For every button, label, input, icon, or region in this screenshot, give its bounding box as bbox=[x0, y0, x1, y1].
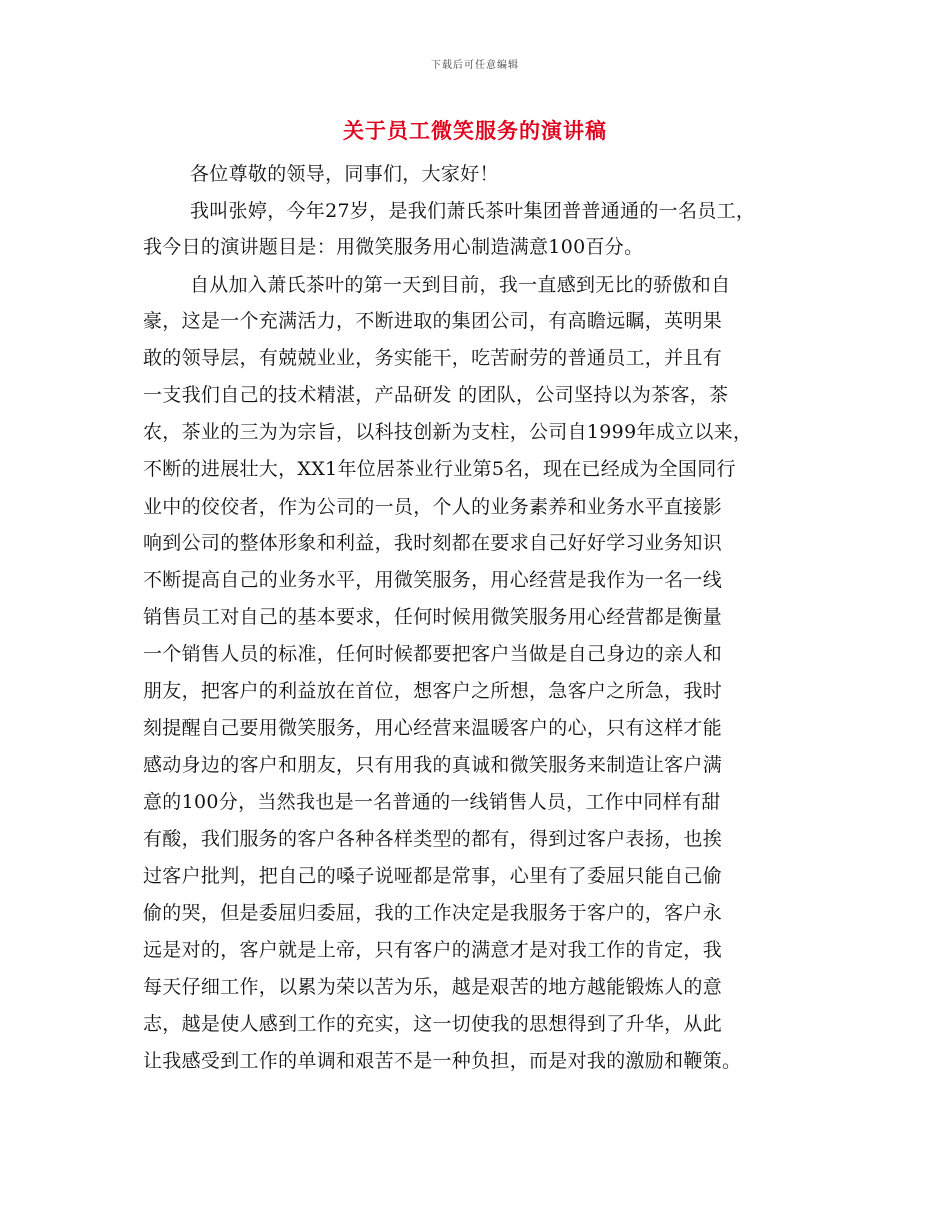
body-line: 让我感受到工作的单调和艰苦不是一种负担，而是对我的激励和鞭策。 bbox=[143, 1050, 742, 1072]
document-title: 关于员工微笑服务的演讲稿 bbox=[343, 118, 607, 143]
body-line: 远是对的，客户就是上帝，只有客户的满意才是对我工作的肯定，我 bbox=[143, 939, 723, 961]
body-line: 不断提高自己的业务水平，用微笑服务，用心经营是我作为一名一线 bbox=[143, 569, 723, 591]
body-line: 一个销售人员的标准，任何时候都要把客户当做是自己身边的亲人和 bbox=[143, 643, 723, 665]
greeting-line: 各位尊敬的领导，同事们，大家好！ bbox=[190, 163, 499, 185]
body-line: 一支我们自己的技术精湛，产品研发 的团队，公司坚持以为茶客，茶 bbox=[143, 384, 729, 406]
body-line: 感动身边的客户和朋友，只有用我的真诚和微笑服务来制造让客户满 bbox=[143, 754, 723, 776]
body-line: 偷的哭，但是委屈归委屈，我的工作决定是我服务于客户的，客户永 bbox=[143, 902, 723, 924]
body-line: 自从加入萧氏茶叶的第一天到目前，我一直感到无比的骄傲和自 bbox=[190, 274, 731, 296]
body-line: 每天仔细工作，以累为荣以苦为乐，越是艰苦的地方越能锻炼人的意 bbox=[143, 976, 723, 998]
body-line: 意的100分，当然我也是一名普通的一线销售人员，工作中同样有甜 bbox=[143, 791, 721, 813]
body-line: 我今日的演讲题目是：用微笑服务用心制造满意100百分。 bbox=[143, 236, 644, 258]
body-line: 朋友，把客户的利益放在首位，想客户之所想，急客户之所急，我时 bbox=[143, 680, 723, 702]
body-line: 响到公司的整体形象和利益，我时刻都在要求自己好好学习业务知识 bbox=[143, 532, 723, 554]
body-line: 农，茶业的三为为宗旨，以科技创新为支柱，公司自1999年成立以来， bbox=[143, 421, 753, 443]
body-line: 过客户批判，把自己的嗓子说哑都是常事，心里有了委屈只能自己偷 bbox=[143, 865, 723, 887]
body-line: 刻提醒自己要用微笑服务，用心经营来温暖客户的心，只有这样才能 bbox=[143, 717, 723, 739]
body-line: 销售员工对自己的基本要求，任何时候用微笑服务用心经营都是衡量 bbox=[143, 606, 723, 628]
body-line: 不断的进展壮大，XX1年位居茶业行业第5名，现在已经成为全国同行 bbox=[143, 458, 736, 480]
body-line: 志，越是使人感到工作的充实，这一切使我的思想得到了升华，从此 bbox=[143, 1013, 723, 1035]
body-line: 我叫张婷，今年27岁，是我们萧氏茶叶集团普普通通的一名员工， bbox=[190, 200, 756, 222]
body-line: 豪，这是一个充满活力，不断进取的集团公司，有高瞻远瞩，英明果 bbox=[143, 310, 723, 332]
body-line: 业中的佼佼者，作为公司的一员，个人的业务素养和业务水平直接影 bbox=[143, 496, 723, 518]
body-line: 有酸，我们服务的客户各种各样类型的都有，得到过客户表扬，也挨 bbox=[143, 828, 723, 850]
page-header-note: 下载后可任意编辑 bbox=[431, 60, 519, 71]
body-line: 敢的领导层，有兢兢业业，务实能干，吃苦耐劳的普通员工，并且有 bbox=[143, 347, 723, 369]
